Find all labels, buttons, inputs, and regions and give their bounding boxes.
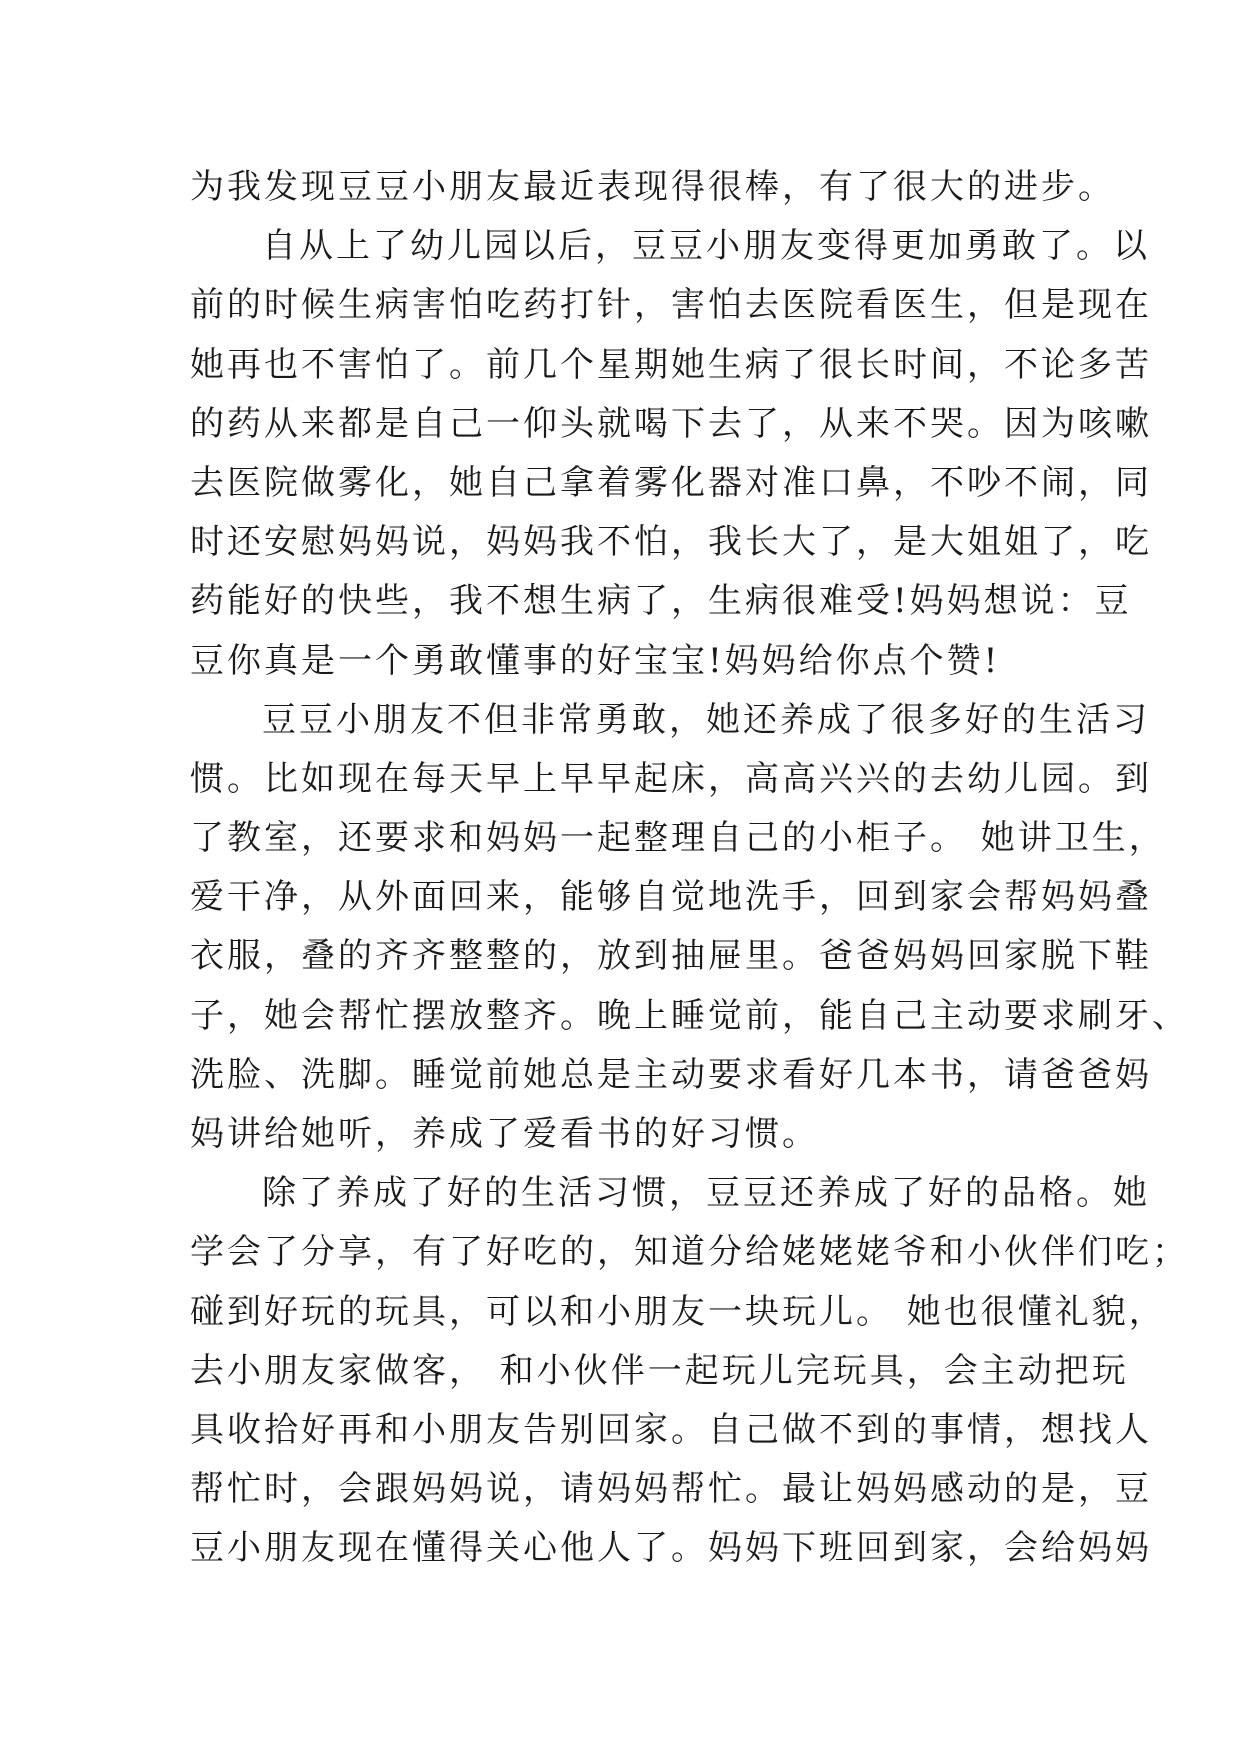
text-line: 碰到好玩的玩具，可以和小朋友一块玩儿。 她也很懂礼貌， [190, 1291, 1166, 1332]
text-line: 学会了分享，有了好吃的，知道分给姥姥姥爷和小伙伴们吃； [190, 1232, 1189, 1273]
text-line: 前的时候生病害怕吃药打针，害怕去医院看医生，但是现在 [190, 285, 1152, 326]
text-line: 去小朋友家做客， 和小伙伴一起玩儿完玩具，会主动把玩 [190, 1350, 1129, 1391]
text-line: 洗脸、洗脚。睡觉前她总是主动要求看好几本书，请爸爸妈 [190, 1054, 1152, 1095]
paragraph-start-line: 豆豆小朋友不但非常勇敢，她还养成了很多好的生活习 [262, 699, 1150, 740]
text-line: 帮忙时，会跟妈妈说，请妈妈帮忙。最让妈妈感动的是，豆 [190, 1469, 1152, 1510]
body-text [190, 158, 1189, 1579]
text-line: 豆你真是一个勇敢懂事的好宝宝!妈妈给你点个赞! [190, 640, 1001, 681]
paragraph-start-line: 除了养成了好的生活习惯，豆豆还养成了好的品格。她 [262, 1173, 1150, 1214]
text-line: 爱干净，从外面回来，能够自觉地洗手，回到家会帮妈妈叠 [190, 877, 1152, 918]
text-line: 药能好的快些，我不想生病了，生病很难受!妈妈想说：豆 [190, 581, 1132, 622]
text-line: 豆小朋友现在懂得关心他人了。妈妈下班回到家，会给妈妈 [190, 1528, 1152, 1569]
text-line: 妈讲给她听，养成了爱看书的好习惯。 [190, 1114, 819, 1154]
text-line: 为我发现豆豆小朋友最近表现得很棒，有了很大的进步。 [190, 167, 1115, 207]
text-line: 时还安慰妈妈说，妈妈我不怕，我长大了，是大姐姐了，吃 [190, 522, 1152, 563]
text-line: 的药从来都是自己一仰头就喝下去了，从来不哭。因为咳嗽 [190, 403, 1152, 444]
paragraph-start-line: 自从上了幼儿园以后，豆豆小朋友变得更加勇敢了。以 [262, 226, 1150, 267]
text-line: 了教室，还要求和妈妈一起整理自己的小柜子。 她讲卫生， [190, 818, 1166, 859]
text-line: 去医院做雾化，她自己拿着雾化器对准口鼻，不吵不闹，同 [190, 462, 1152, 503]
text-line: 她再也不害怕了。前几个星期她生病了很长时间，不论多苦 [190, 344, 1152, 385]
text-line: 子，她会帮忙摆放整齐。晚上睡觉前，能自己主动要求刷牙、 [190, 995, 1189, 1036]
text-line: 衣服，叠的齐齐整整的，放到抽屉里。爸爸妈妈回家脱下鞋 [190, 936, 1152, 977]
text-line: 惯。比如现在每天早上早早起床，高高兴兴的去幼儿园。到 [190, 758, 1152, 799]
text-line: 具收拾好再和小朋友告别回家。自己做不到的事情，想找人 [190, 1409, 1152, 1450]
